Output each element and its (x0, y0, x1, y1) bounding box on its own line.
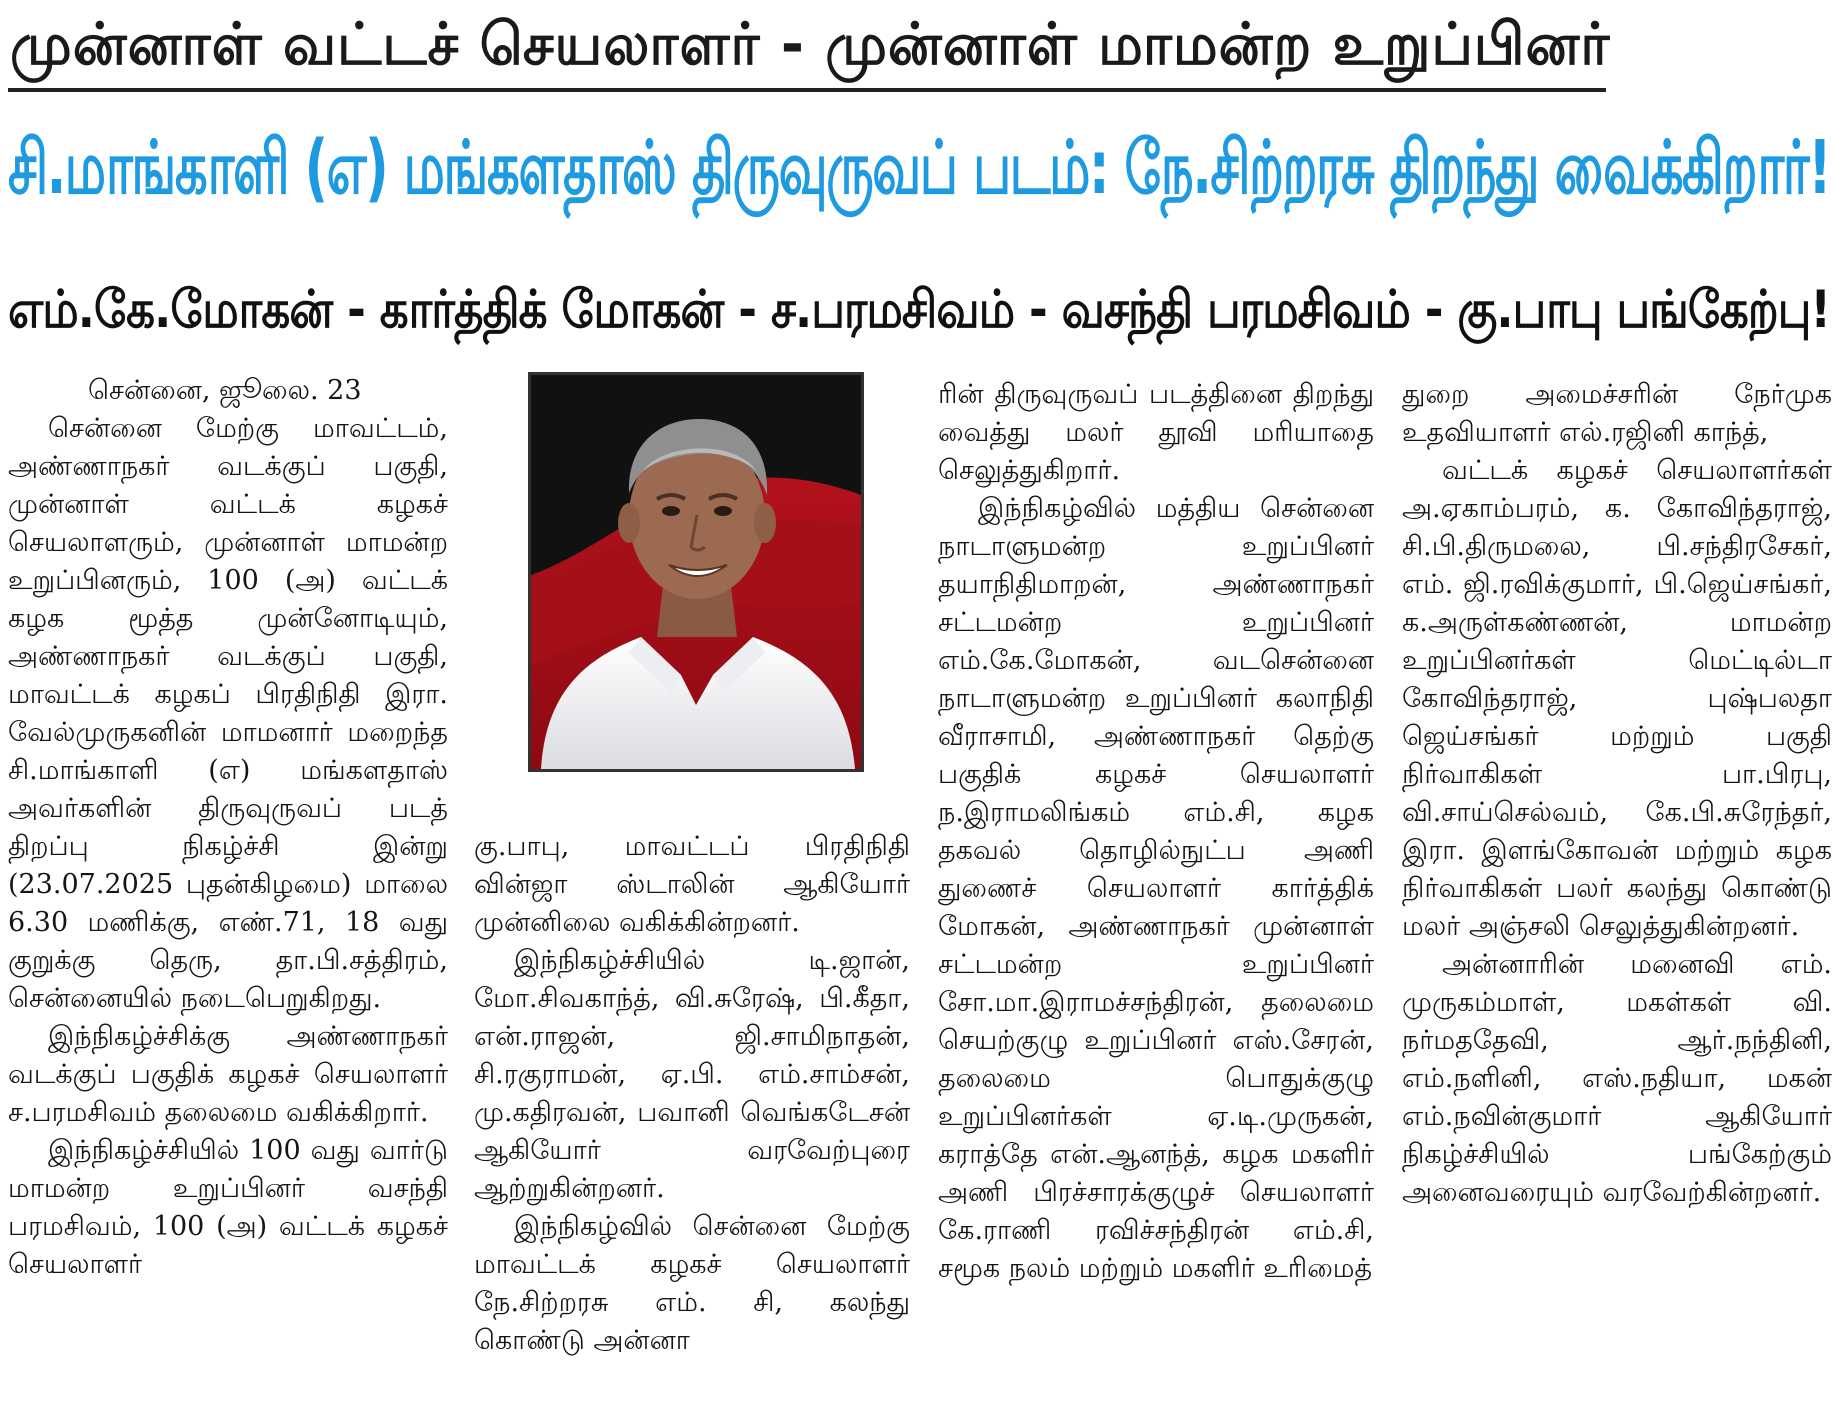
sub-headline: எம்.கே.மோகன் - கார்த்திக் மோகன் - ச.பரமசிவம் - வசந்தி பரமசிவம் - கு.பாபு பங்கேற்பு! (8, 280, 1831, 340)
paragraph: இந்நிகழ்ச்சிக்கு அண்ணாநகர் வடக்குப் பகுதிக் கழகச் செயலாளர் ச.பரமசிவம் தலைமை வகிக்கிறார். (8, 1021, 448, 1128)
paragraph: கு.பாபு, மாவட்டப் பிரதிநிதி வின்ஜா ஸ்டாலின் ஆகியோர் முன்னிலை வகிக்கின்றனர். (474, 831, 910, 938)
paragraph: வட்டக் கழகச் செயலாளர்கள் அ.ஏகாம்பரம், க. கோவிந்தராஜ், சி.பி.திருமலை, பி.சந்திரசேகர், எம். ஜி.ரவிக்குமார், பி.ஜெய்சங்கர், க.அருள்கண்ணன், மாமன்ற உறுப்பினர்கள் மெட்டில்டா கோவிந்தராஜ், புஷ்பலதா ஜெய்சங்கர் மற்றும் பகுதி நிர்வாகிகள் பா.பிரபு, வி.சாய்செல்வம், கே.பி.சுரேந்தர், இரா. இளங்கோவன் மற்றும் கழக நிர்வாகிகள் பலர் கலந்து கொண்டு மலர் அஞ்சலி செலுத்துகின்றனர். (1402, 455, 1832, 942)
kicker-headline: முன்னாள் வட்டச் செயலாளர் - முன்னாள் மாமன்ற உறுப்பினர் (10, 10, 1611, 78)
article-column-1 (8, 372, 448, 1408)
paragraph: அன்னாரின் மனைவி எம். முருகம்மாள், மகள்கள் வி. நர்மததேவி, ஆர்.நந்தினி, எம்.நளினி, எஸ்.நதியா, மகன் எம்.நவின்குமார் ஆகியோர் நிகழ்ச்சியில் பங்கேற்கும் அனைவரையும் வரவேற்கின்றனர். (1402, 949, 1832, 1208)
dateline: சென்னை, ஜூலை. 23 (88, 375, 362, 406)
paragraph: ரின் திருவுருவப் படத்தினை திறந்து வைத்து மலர் தூவி மரியாதை செலுத்துகிறார். (938, 379, 1374, 486)
portrait-icon (531, 375, 861, 769)
article-column-3 (938, 376, 1374, 1412)
article-column-4 (1402, 376, 1832, 1412)
paragraph: இந்நிகழ்ச்சியில் டி.ஜான், மோ.சிவகாந்த், வி.சுரேஷ், பி.கீதா, என்.ராஜன், ஜி.சாமிநாதன், சி.ரகுராமன், ஏ.பி. எம்.சாம்சன், மு.கதிரவன், பவானி வெங்கடேசன் ஆகியோர் வரவேற்புரை ஆற்றுகின்றனர். (474, 945, 910, 1204)
article-column-2 (474, 828, 910, 1408)
paragraph: இந்நிகழ்வில் சென்னை மேற்கு மாவட்டக் கழகச் செயலாளர் நே.சிற்றரசு எம். சி, கலந்து கொண்டு அன்னா (474, 1211, 910, 1356)
paragraph: துறை அமைச்சரின் நேர்முக உதவியாளர் எல்.ரஜினி காந்த், (1402, 379, 1832, 448)
kicker-divider (8, 88, 1606, 92)
paragraph: சென்னை மேற்கு மாவட்டம், அண்ணாநகர் வடக்குப் பகுதி, முன்னாள் வட்டக் கழகச் செயலாளரும், முன்னாள் மாமன்ற உறுப்பினரும், 100 (அ) வட்டக் கழக மூத்த முன்னோடியும், அண்ணாநகர் வடக்குப் பகுதி, மாவட்டக் கழகப் பிரதிநிதி இரா. வேல்முருகனின் மாமனார் மறைந்த சி.மாங்காளி (எ) மங்களதாஸ் அவர்களின் திருவுருவப் படத் திறப்பு நிகழ்ச்சி இன்று (23.07.2025 புதன்கிழமை) மாலை 6.30 மணிக்கு, எண்.71, 18 வது குறுக்கு தெரு, தா.பி.சத்திரம், சென்னையில் நடைபெறுகிறது. (8, 413, 448, 1014)
paragraph: இந்நிகழ்வில் மத்திய சென்னை நாடாளுமன்ற உறுப்பினர் தயாநிதிமாறன், அண்ணாநகர் சட்டமன்ற உறுப்பினர் எம்.கே.மோகன், வடசென்னை நாடாளுமன்ற உறுப்பினர் கலாநிதி வீராசாமி, அண்ணாநகர் தெற்கு பகுதிக் கழகச் செயலாளர் ந.இராமலிங்கம் எம்.சி, கழக தகவல் தொழில்நுட்ப அணி துணைச் செயலாளர் கார்த்திக் மோகன், அண்ணாநகர் முன்னாள் சட்டமன்ற உறுப்பினர் சோ.மா.இராமச்சந்திரன், தலைமை செயற்குழு உறுப்பினர் எஸ்.சேரன், தலைமை பொதுக்குழு உறுப்பினர்கள் ஏ.டி.முருகன், கராத்தே என்.ஆனந்த், கழக மகளிர் அணி பிரச்சாரக்குழுச் செயலாளர் கே.ராணி ரவிச்சந்திரன் எம்.சி, சமூக நலம் மற்றும் மகளிர் உரிமைத் (938, 493, 1374, 1284)
portrait-photo (528, 372, 864, 772)
main-headline: சி.மாங்காளி (எ) மங்களதாஸ் திருவுருவப் படம்: நே.சிற்றரசு திறந்து வைக்கிறார்! (8, 125, 1831, 211)
paragraph: இந்நிகழ்ச்சியில் 100 வது வார்டு மாமன்ற உறுப்பினர் வசந்தி பரமசிவம், 100 (அ) வட்டக் கழகச் செயலாளர் (8, 1135, 448, 1280)
